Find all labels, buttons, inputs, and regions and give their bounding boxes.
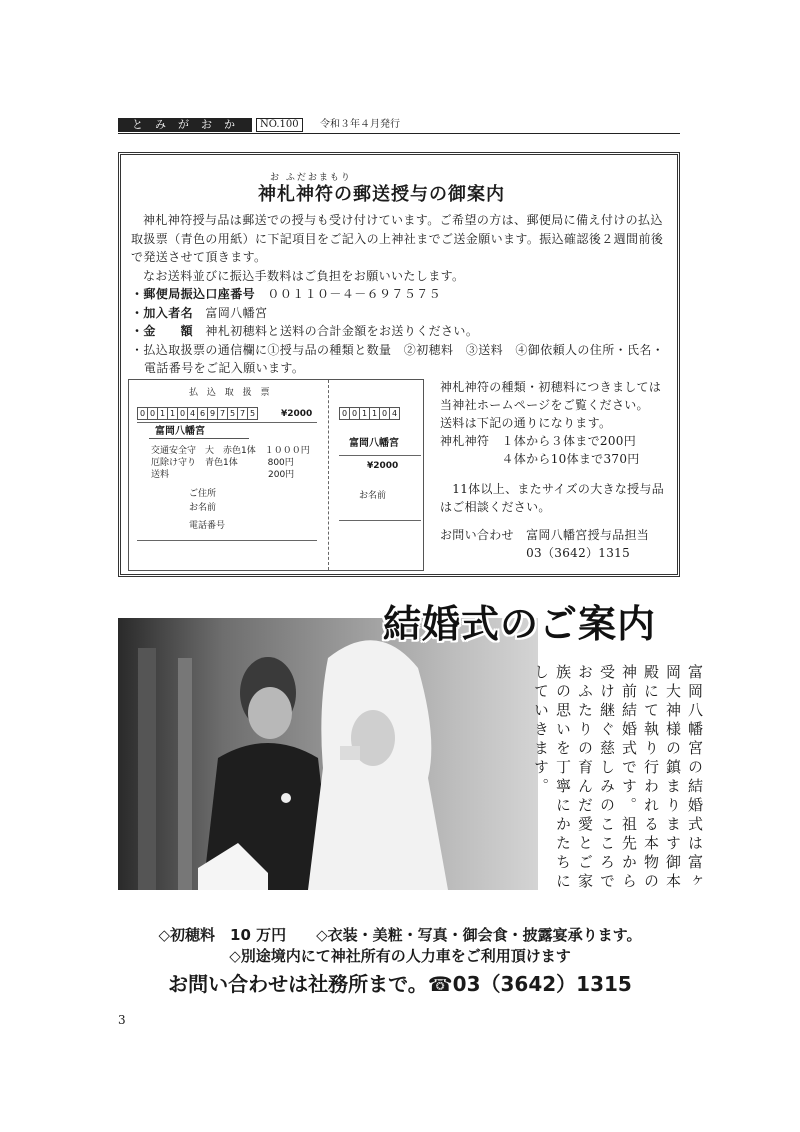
header-rule: [118, 133, 680, 134]
bullet-amount: [131, 322, 671, 341]
wedding-title: 結婚式のご案内: [383, 601, 657, 646]
slip-digit: 0: [339, 407, 350, 420]
slip-rule: [339, 455, 421, 456]
slip-account-cells: [137, 407, 257, 420]
bullet-amount-value: 神札初穂料と送料の合計金額をお送りください。: [205, 324, 479, 338]
wedding-photo-illustration: [118, 618, 538, 890]
slip-digit: 1: [369, 407, 380, 420]
slip-digit: 1: [359, 407, 370, 420]
slip-digit: 5: [227, 407, 238, 420]
slip-r-account-cells: [339, 407, 399, 420]
slip-line1: 交通安全守 大 赤色1体 １０００円: [151, 446, 310, 456]
slip-address: ご住所: [189, 489, 217, 499]
title-ruby: お ふだおまもり: [270, 173, 352, 183]
slip-right-part: [339, 380, 423, 570]
postage-line: 当神社ホームページをご覧ください。: [440, 398, 649, 412]
slip-digit: 0: [349, 407, 360, 420]
wedding-vertical-text: 富岡八幡宮の結婚式は富ヶ岡大神様の鎮まります御本殿にて執り行われる本物の神前結婚式です。祖先から受け継ぐ慈しみのこころでおふたりの育んだ愛とご家族の思いを丁寧にかたちにしていきます。: [532, 664, 704, 892]
page-header: [118, 118, 680, 134]
slip-digit: 7: [217, 407, 228, 420]
bullet-subscriber-value: 富岡八幡宮: [205, 305, 268, 320]
amulet-title: 神札神符の郵送授与の御案内: [258, 184, 505, 205]
issue-date: 令和３年４月発行: [320, 119, 400, 130]
slip-r-name-label: お名前: [359, 491, 387, 501]
issue-number: NO.100: [256, 118, 303, 132]
bullet-notes: ・払込取扱票の通信欄に①授与品の種類と数量 ②初穂料 ③送料 ④御依頼人の住所・氏名・電話番号をご記入願います。: [131, 342, 665, 375]
slip-digit: 9: [207, 407, 218, 420]
postage-line: はご相談ください。: [440, 500, 551, 514]
wedding-contact-line: お問い合わせは社務所まで。☎03（3642）1315: [168, 972, 632, 996]
slip-digit: 7: [237, 407, 248, 420]
slip-rule: [339, 520, 421, 521]
slip-amount: ¥2000: [281, 409, 313, 419]
postage-line: ４体から10体まで370円: [440, 452, 640, 466]
slip-digit: 1: [157, 407, 168, 420]
wedding-photo: [118, 618, 538, 890]
slip-digit: 4: [389, 407, 400, 420]
slip-name-label: お名前: [189, 503, 217, 513]
amulet-para1: 神札神符授与品は郵送での授与も受け付けています。ご希望の方は、郵便局に備え付けの払込取扱票（青色の用紙）に下記項目をご記入の上神社までご送金願います。振込確認後２週間前後で発送させて頂きます。: [131, 213, 664, 264]
slip-rule: [137, 422, 317, 423]
contact-phone: 03（3642）1315: [440, 546, 631, 560]
postage-line: 送料は下記の通りになります。: [440, 416, 612, 430]
slip-digit: 5: [247, 407, 258, 420]
bullet-amount-label: ・金 額: [131, 324, 194, 338]
amulet-para2: なお送料並びに振込手数料はご負担をお願いいたします。: [143, 268, 465, 283]
amulet-body: [131, 211, 671, 378]
slip-r-amount: ¥2000: [367, 461, 399, 471]
bullet-subscriber: [131, 304, 671, 323]
contact-line: お問い合わせ 富岡八幡宮授与品担当: [440, 528, 650, 542]
slip-digit: 0: [379, 407, 390, 420]
postage-line: 神札神符 １体から３体まで200円: [440, 434, 637, 448]
wedding-rickshaw-line: ◇別途境内にて神社所有の人力車をご利用頂けます: [229, 947, 571, 965]
slip-digit: 4: [187, 407, 198, 420]
bullet-account-value: ００１１０－４－６９７５７５: [267, 287, 442, 301]
slip-left-part: [129, 380, 329, 570]
publication-name: とみがおか: [118, 118, 252, 132]
postage-line: 11体以上、またサイズの大きな授与品: [440, 482, 665, 496]
slip-line2: 厄除け守り 青色1体 800円: [151, 458, 294, 468]
slip-digit: 0: [177, 407, 188, 420]
slip-subscriber-name: 富岡八幡宮: [149, 425, 249, 439]
page-number: 3: [118, 1013, 126, 1027]
slip-digit: 6: [197, 407, 208, 420]
slip-title: 払 込 取 扱 票: [189, 388, 273, 398]
slip-tel: 電話番号: [189, 521, 226, 531]
slip-digit: 0: [147, 407, 158, 420]
postage-info: [440, 378, 676, 562]
wedding-fee-line: ◇初穂料 10 万円 ◇衣装・美粧・写真・御会食・披露宴承ります。: [158, 926, 642, 944]
bullet-account: [131, 285, 671, 304]
slip-r-name: 富岡八幡宮: [349, 438, 399, 449]
slip-digit: 1: [167, 407, 178, 420]
slip-rule: [137, 540, 317, 541]
slip-digit: 0: [137, 407, 148, 420]
bullet-account-label: ・郵便局振込口座番号: [131, 287, 256, 301]
bullet-subscriber-label: ・加入者名: [131, 305, 194, 320]
payment-slip-sample: [128, 379, 424, 571]
slip-line3: 送料 200円: [151, 470, 295, 480]
postage-line: 神札神符の種類・初穂料につきましては: [440, 380, 662, 394]
